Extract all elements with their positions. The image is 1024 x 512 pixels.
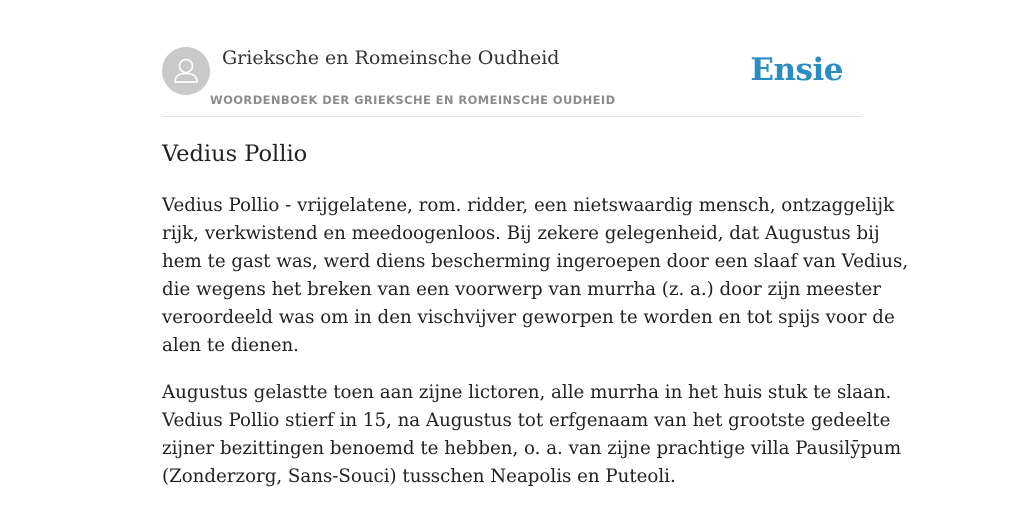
- article-paragraph: [162, 192, 909, 360]
- user-avatar-icon[interactable]: [162, 47, 210, 95]
- paragraph-line: veroordeeld was om in den vischvijver geworpen te worden en tot spijs voor de: [162, 307, 895, 328]
- page-header: [162, 46, 862, 117]
- dictionary-name-link[interactable]: Grieksche en Romeinsche Oudheid: [222, 47, 560, 69]
- paragraph-line: rijk, verkwistend en meedoogenloos. Bij zekere gelegenheid, dat Augustus bij: [162, 223, 880, 244]
- paragraph-line: hem te gast was, werd diens bescherming ingeroepen door een slaaf van Vedius,: [162, 251, 909, 272]
- article-body: [162, 192, 909, 510]
- paragraph-line: Vedius Pollio - vrijgelatene, rom. ridder, een nietswaardig mensch, ontzaggelijk: [162, 195, 894, 216]
- paragraph-line: alen te dienen.: [162, 335, 299, 356]
- paragraph-line: Augustus gelastte toen aan zijne lictoren, alle murrha in het huis stuk te slaan.: [162, 382, 892, 403]
- paragraph-line: (Zonderzorg, Sans-Souci) tusschen Neapolis en Puteoli.: [162, 466, 676, 487]
- article-paragraph: [162, 379, 902, 491]
- dictionary-subtitle: WOORDENBOEK DER GRIEKSCHE EN ROMEINSCHE OUDHEID: [210, 93, 616, 107]
- paragraph-line: die wegens het breken van een voorwerp van murrha (z. a.) door zijn meester: [162, 279, 881, 300]
- article-title: Vedius Pollio: [162, 141, 308, 167]
- ensie-logo[interactable]: Ensie: [750, 52, 843, 88]
- paragraph-line: zijner bezittingen benoemd te hebben, o. a. van zijne prachtige villa Pausilȳpum: [162, 438, 902, 459]
- paragraph-line: Vedius Pollio stierf in 15, na Augustus tot erfgenaam van het grootste gedeelte: [162, 410, 891, 431]
